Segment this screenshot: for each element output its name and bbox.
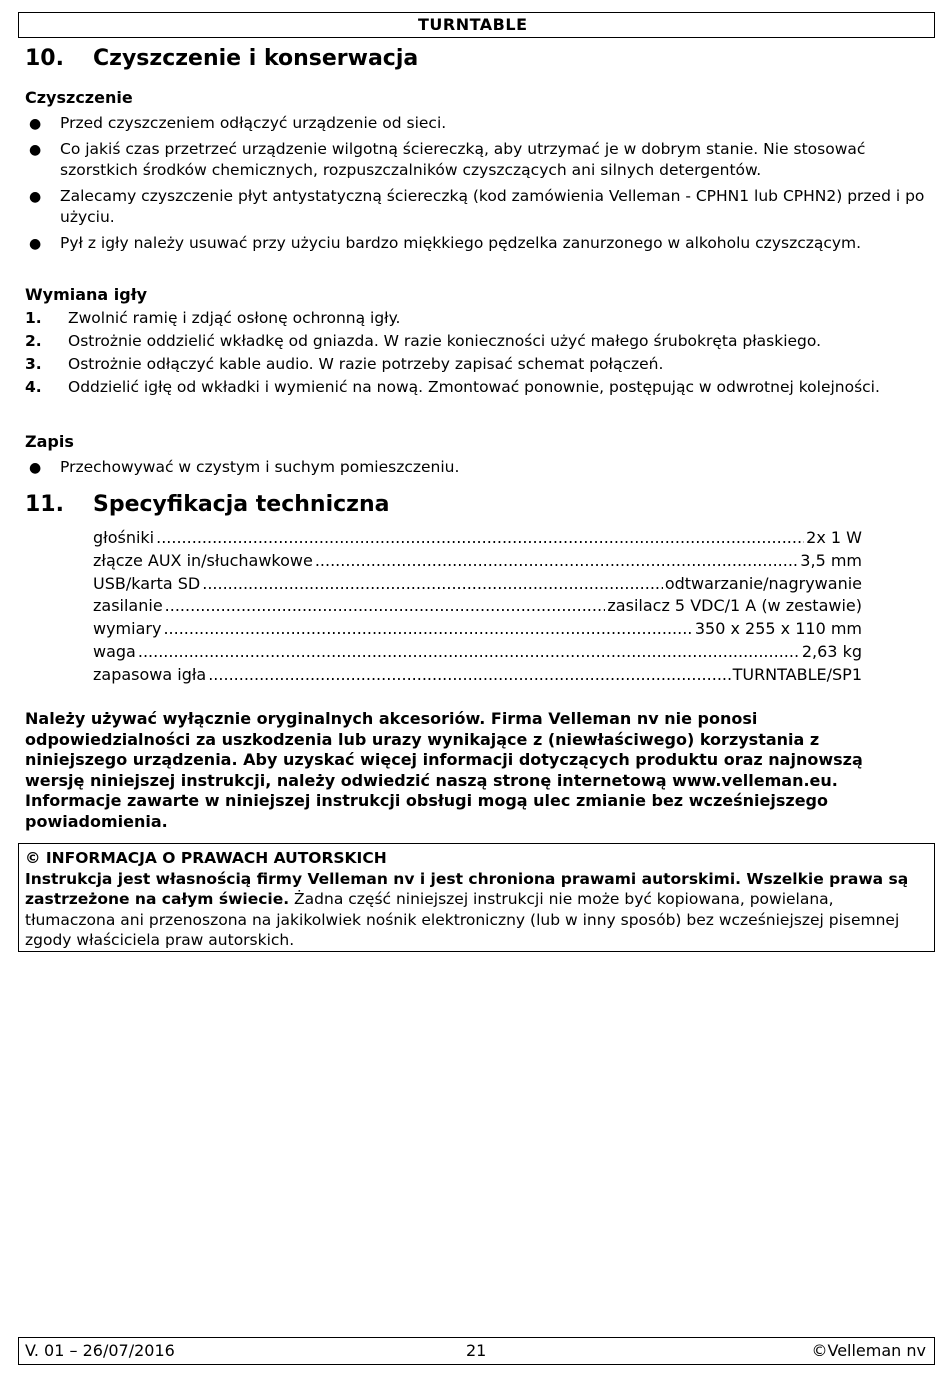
step-item — [25, 331, 940, 352]
list-item-text: Przed czyszczeniem odłączyć urządzenie od sieci. — [60, 114, 447, 132]
step-text: Zwolnić ramię i zdjąć osłonę ochronną igły. — [68, 309, 401, 327]
spec-row — [93, 527, 862, 550]
spec-row — [93, 664, 862, 687]
storage-heading: Zapis — [25, 432, 74, 451]
bullet-icon: ● — [29, 460, 42, 476]
spec-label: głośniki — [93, 528, 155, 547]
spec-row — [93, 595, 862, 618]
copyright-text — [25, 869, 928, 951]
section-11-number: 11. — [25, 492, 64, 517]
step-number: 2. — [25, 332, 42, 350]
storage-list — [25, 457, 940, 483]
list-item — [25, 233, 940, 254]
spec-row — [93, 550, 862, 573]
section-11-heading — [25, 491, 389, 519]
dot-leader — [156, 527, 804, 550]
section-11-title: Specyfikacja techniczna — [93, 492, 390, 517]
dot-leader — [163, 618, 692, 641]
step-item — [25, 377, 940, 398]
cleaning-list — [25, 113, 940, 259]
dot-leader — [208, 664, 730, 687]
bullet-icon: ● — [29, 236, 42, 252]
needle-steps — [25, 308, 940, 400]
spec-label: zapasowa igła — [93, 664, 207, 684]
list-item-text: Pył z igły należy usuwać przy użyciu bardzo miękkiego pędzelka zanurzonego w alkoholu czyszczącym. — [60, 234, 862, 252]
spec-value: zasilacz 5 VDC/1 A (w zestawie) — [607, 596, 862, 616]
spec-value: 350 x 255 x 110 mm — [694, 619, 862, 639]
needle-heading: Wymiana igły — [25, 285, 148, 304]
bullet-icon: ● — [29, 142, 42, 158]
spec-label: zasilanie — [93, 596, 163, 616]
step-text: Ostrożnie odłączyć kable audio. W razie potrzeby zapisać schemat połączeń. — [68, 355, 664, 373]
step-number: 1. — [25, 309, 42, 327]
list-item-text: Co jakiś czas przetrzeć urządzenie wilgotną ściereczką, aby utrzymać je w dobrym stanie. Nie stosować szorstkich środków chemicznych, rozpuszczalników czyszczących ani silnych detergentów. — [60, 140, 866, 179]
spec-label: złącze AUX in/słuchawkowe — [93, 550, 313, 570]
spec-value: 2,63 kg — [801, 641, 862, 661]
copyright-box — [18, 843, 935, 952]
step-text: Ostrożnie oddzielić wkładkę od gniazda. W razie konieczności użyć małego śrubokręta płaskiego. — [68, 332, 822, 350]
copyright-bold-text: Instrukcja jest własnością firmy Velleman nv i jest chroniona prawami autorskimi. Wszelkie prawa są zastrzeżone na całym świecie. — [25, 869, 909, 909]
footer-page-number: 21 — [466, 1341, 487, 1360]
header-title: TURNTABLE — [418, 15, 528, 34]
copyright-heading: © INFORMACJA O PRAWACH AUTORSKICH — [25, 849, 387, 867]
spec-value: TURNTABLE/SP1 — [732, 664, 862, 684]
section-10-number: 10. — [25, 46, 64, 71]
list-item — [25, 186, 940, 228]
list-item-text: Zalecamy czyszczenie płyt antystatyczną ściereczką (kod zamówienia Velleman - CPHN1 lub CPHN2) przed i po użyciu. — [60, 187, 925, 226]
step-number: 3. — [25, 355, 42, 373]
dot-leader — [138, 641, 800, 664]
spec-table — [93, 527, 862, 687]
dot-leader — [165, 595, 606, 618]
spec-label: wymiary — [93, 619, 162, 639]
step-number: 4. — [25, 378, 42, 396]
spec-value: odtwarzanie/nagrywanie — [664, 573, 862, 593]
step-item — [25, 354, 940, 375]
cleaning-heading: Czyszczenie — [25, 88, 133, 107]
step-text: Oddzielić igłę od wkładki i wymienić na nową. Zmontować ponownie, postępując w odwrotnej kolejności. — [68, 378, 880, 396]
list-item-text: Przechowywać w czystym i suchym pomieszczeniu. — [60, 458, 460, 476]
spec-value: 3,5 mm — [800, 550, 862, 570]
spec-row — [93, 573, 862, 596]
bullet-icon: ● — [29, 116, 42, 132]
footer-brand: ©Velleman nv — [811, 1341, 926, 1360]
section-10-title: Czyszczenie i konserwacja — [93, 46, 419, 71]
bullet-icon: ● — [29, 189, 42, 205]
copyright-normal-text: Żadna część niniejszej instrukcji nie może być kopiowana, powielana, tłumaczona ani przenoszona na jakikolwiek nośnik elektroniczny (lub w inny sposób) bez wcześniejszej pisemnej zgody właściciela praw autorskich. — [25, 890, 900, 950]
spec-label: waga — [93, 641, 136, 661]
step-item — [25, 308, 940, 329]
spec-value: 2x 1 W — [806, 528, 862, 547]
dot-leader — [202, 573, 663, 596]
list-item — [25, 139, 940, 181]
spec-label: USB/karta SD — [93, 573, 201, 593]
section-10-heading — [25, 45, 418, 73]
dot-leader — [315, 550, 798, 573]
footer-version: V. 01 – 26/07/2016 — [25, 1341, 175, 1360]
list-item — [25, 457, 940, 478]
list-item — [25, 113, 940, 134]
notice-paragraph: Należy używać wyłącznie oryginalnych akcesoriów. Firma Velleman nv nie ponosi odpowiedzialności za uszkodzenia lub urazy wynikające z (niewłaściwego) korzystania z niniejszego urządzenia. Aby uzyskać więcej informacji dotyczących produktu oraz najnowszą wersję niniejszej instrukcji, należy odwiedzić naszą stronę internetową www.velleman.eu. Informacje zawarte w niniejszej instrukcji obsługi mogą ulec zmianie bez wcześniejszego powiadomienia. — [25, 709, 863, 831]
spec-row — [93, 618, 862, 641]
spec-row — [93, 641, 862, 664]
